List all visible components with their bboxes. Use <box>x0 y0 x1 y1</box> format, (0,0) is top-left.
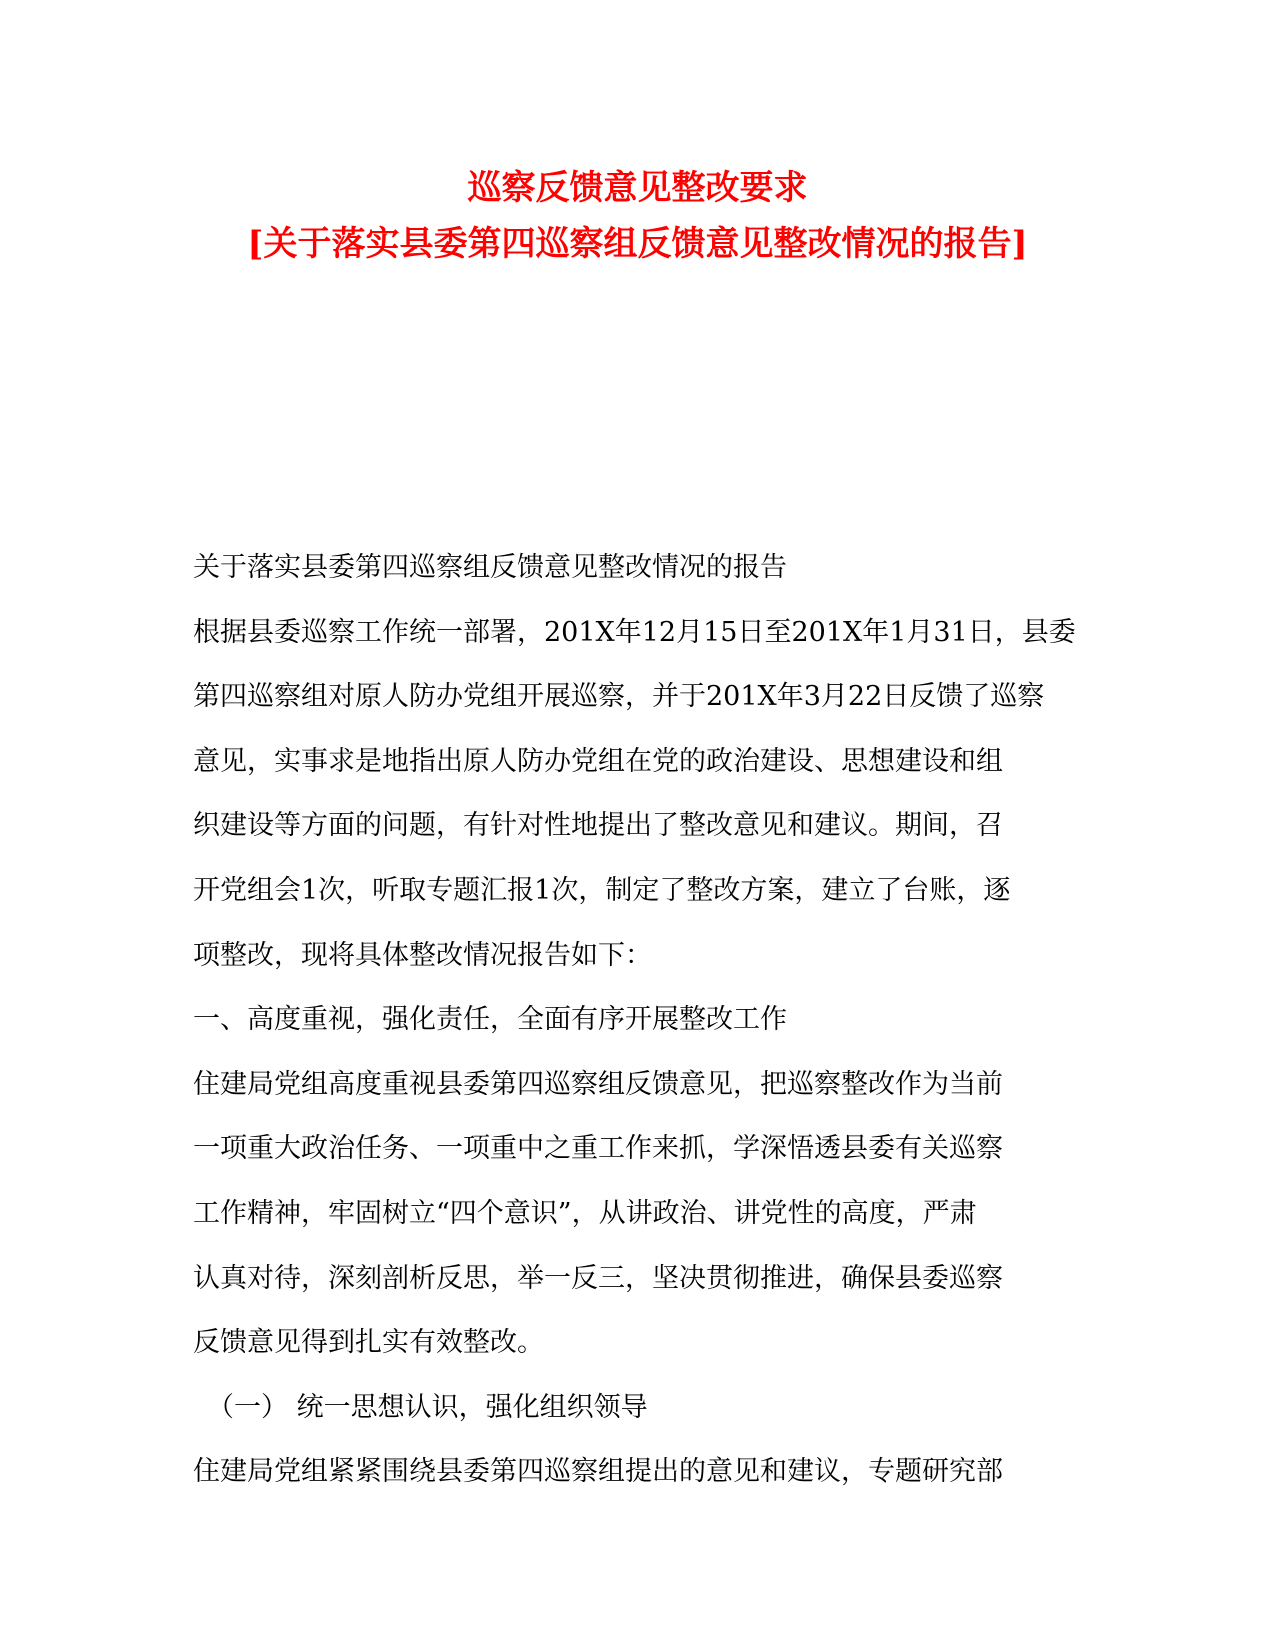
title-sub: [关于落实县委第四巡察组反馈意见整改情况的报告] <box>247 224 1028 264</box>
text-line: 第四巡察组对原人防办党组开展巡察，并于201X年3月22日反馈了巡察 <box>193 681 1045 713</box>
text-line: 住建局党组高度重视县委第四巡察组反馈意见，把巡察整改作为当前 <box>193 1068 1003 1100</box>
text-line: 反馈意见得到扎实有效整改。 <box>193 1327 544 1359</box>
text-line: 认真对待，深刻剖析反思，举一反三，坚决贯彻推进，确保县委巡察 <box>193 1262 1003 1294</box>
section-heading-1 <box>193 988 1083 1053</box>
text-line: 一、高度重视，强化责任，全面有序开展整改工作 <box>193 1004 787 1036</box>
text-line: 开党组会1次，听取专题汇报1次，制定了整改方案，建立了台账，逐 <box>193 874 1011 906</box>
text-line: 根据县委巡察工作统一部署，201X年12月15日至201X年1月31日，县委 <box>193 616 1076 648</box>
text-line: 工作精神，牢固树立“四个意识”，从讲政治、讲党性的高度，严肃 <box>193 1197 977 1229</box>
subsection-1-paragraph <box>193 1440 1083 1505</box>
text-line: 一项重大政治任务、一项重中之重工作来抓，学深悟透县委有关巡察 <box>193 1133 1003 1165</box>
document-title <box>0 160 1275 272</box>
subsection-heading-1 <box>193 1376 1083 1441</box>
intro-paragraph <box>193 601 1083 989</box>
text-line: 住建局党组紧紧围绕县委第四巡察组提出的意见和建议，专题研究部 <box>193 1456 1003 1488</box>
text-line: 织建设等方面的问题，有针对性地提出了整改意见和建议。期间，召 <box>193 810 1003 842</box>
text-line: （一） 统一思想认识，强化组织领导 <box>207 1391 648 1423</box>
title-main: 巡察反馈意见整改要求 <box>467 168 808 208</box>
text-line: 关于落实县委第四巡察组反馈意见整改情况的报告 <box>193 552 787 583</box>
section-1-paragraph <box>193 1053 1083 1376</box>
document-body <box>193 536 1083 1505</box>
text-line: 意见，实事求是地指出原人防办党组在党的政治建设、思想建设和组 <box>193 745 1003 777</box>
report-heading <box>193 536 1083 601</box>
text-line: 项整改，现将具体整改情况报告如下： <box>193 939 652 971</box>
